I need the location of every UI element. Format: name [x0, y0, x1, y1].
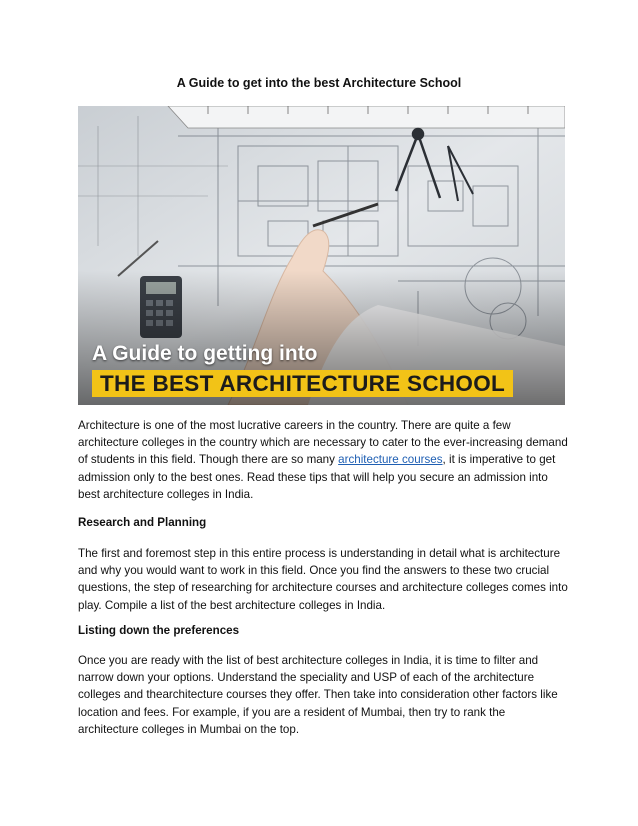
section-heading-preferences: Listing down the preferences: [78, 624, 240, 637]
hero-image: [78, 106, 565, 405]
preferences-paragraph: Once you are ready with the list of best architecture colleges in India, it is time to filter and narrow down your options. Understand the speciality and USP of each of the architecture colleges and thearchitecture courses they offer. Then take into consideration other factors like location and fees. For example, if you are a resident of Mumbai, then try to rank the architecture colleges in Mumbai on the top.: [78, 654, 558, 736]
architecture-courses-link[interactable]: architecture courses: [338, 453, 443, 467]
document-title: A Guide to get into the best Architecture School: [176, 76, 462, 90]
banner-line-2: THE BEST ARCHITECTURE SCHOOL: [92, 371, 513, 397]
intro-paragraph: Architecture is one of the most lucrative careers in the country. There are quite a few architecture colleges in the country which are necessary to cater to the ever-increasing demand of students in this field. Though there are so many architecture courses, it is imperative to get admission only to the best ones. Read these tips that will help you secure an admission into best architecture colleges in India.: [78, 419, 568, 501]
banner-line-1: A Guide to getting into: [92, 342, 318, 365]
research-paragraph: The first and foremost step in this entire process is understanding in detail what is architecture and why you would want to work in this field. Once you find the answers to these two crucial questions, the step of researching for architecture courses and architecture colleges comes into play. Compile a list of the best architecture colleges in India.: [78, 547, 568, 612]
section-heading-research: Research and Planning: [78, 516, 207, 529]
